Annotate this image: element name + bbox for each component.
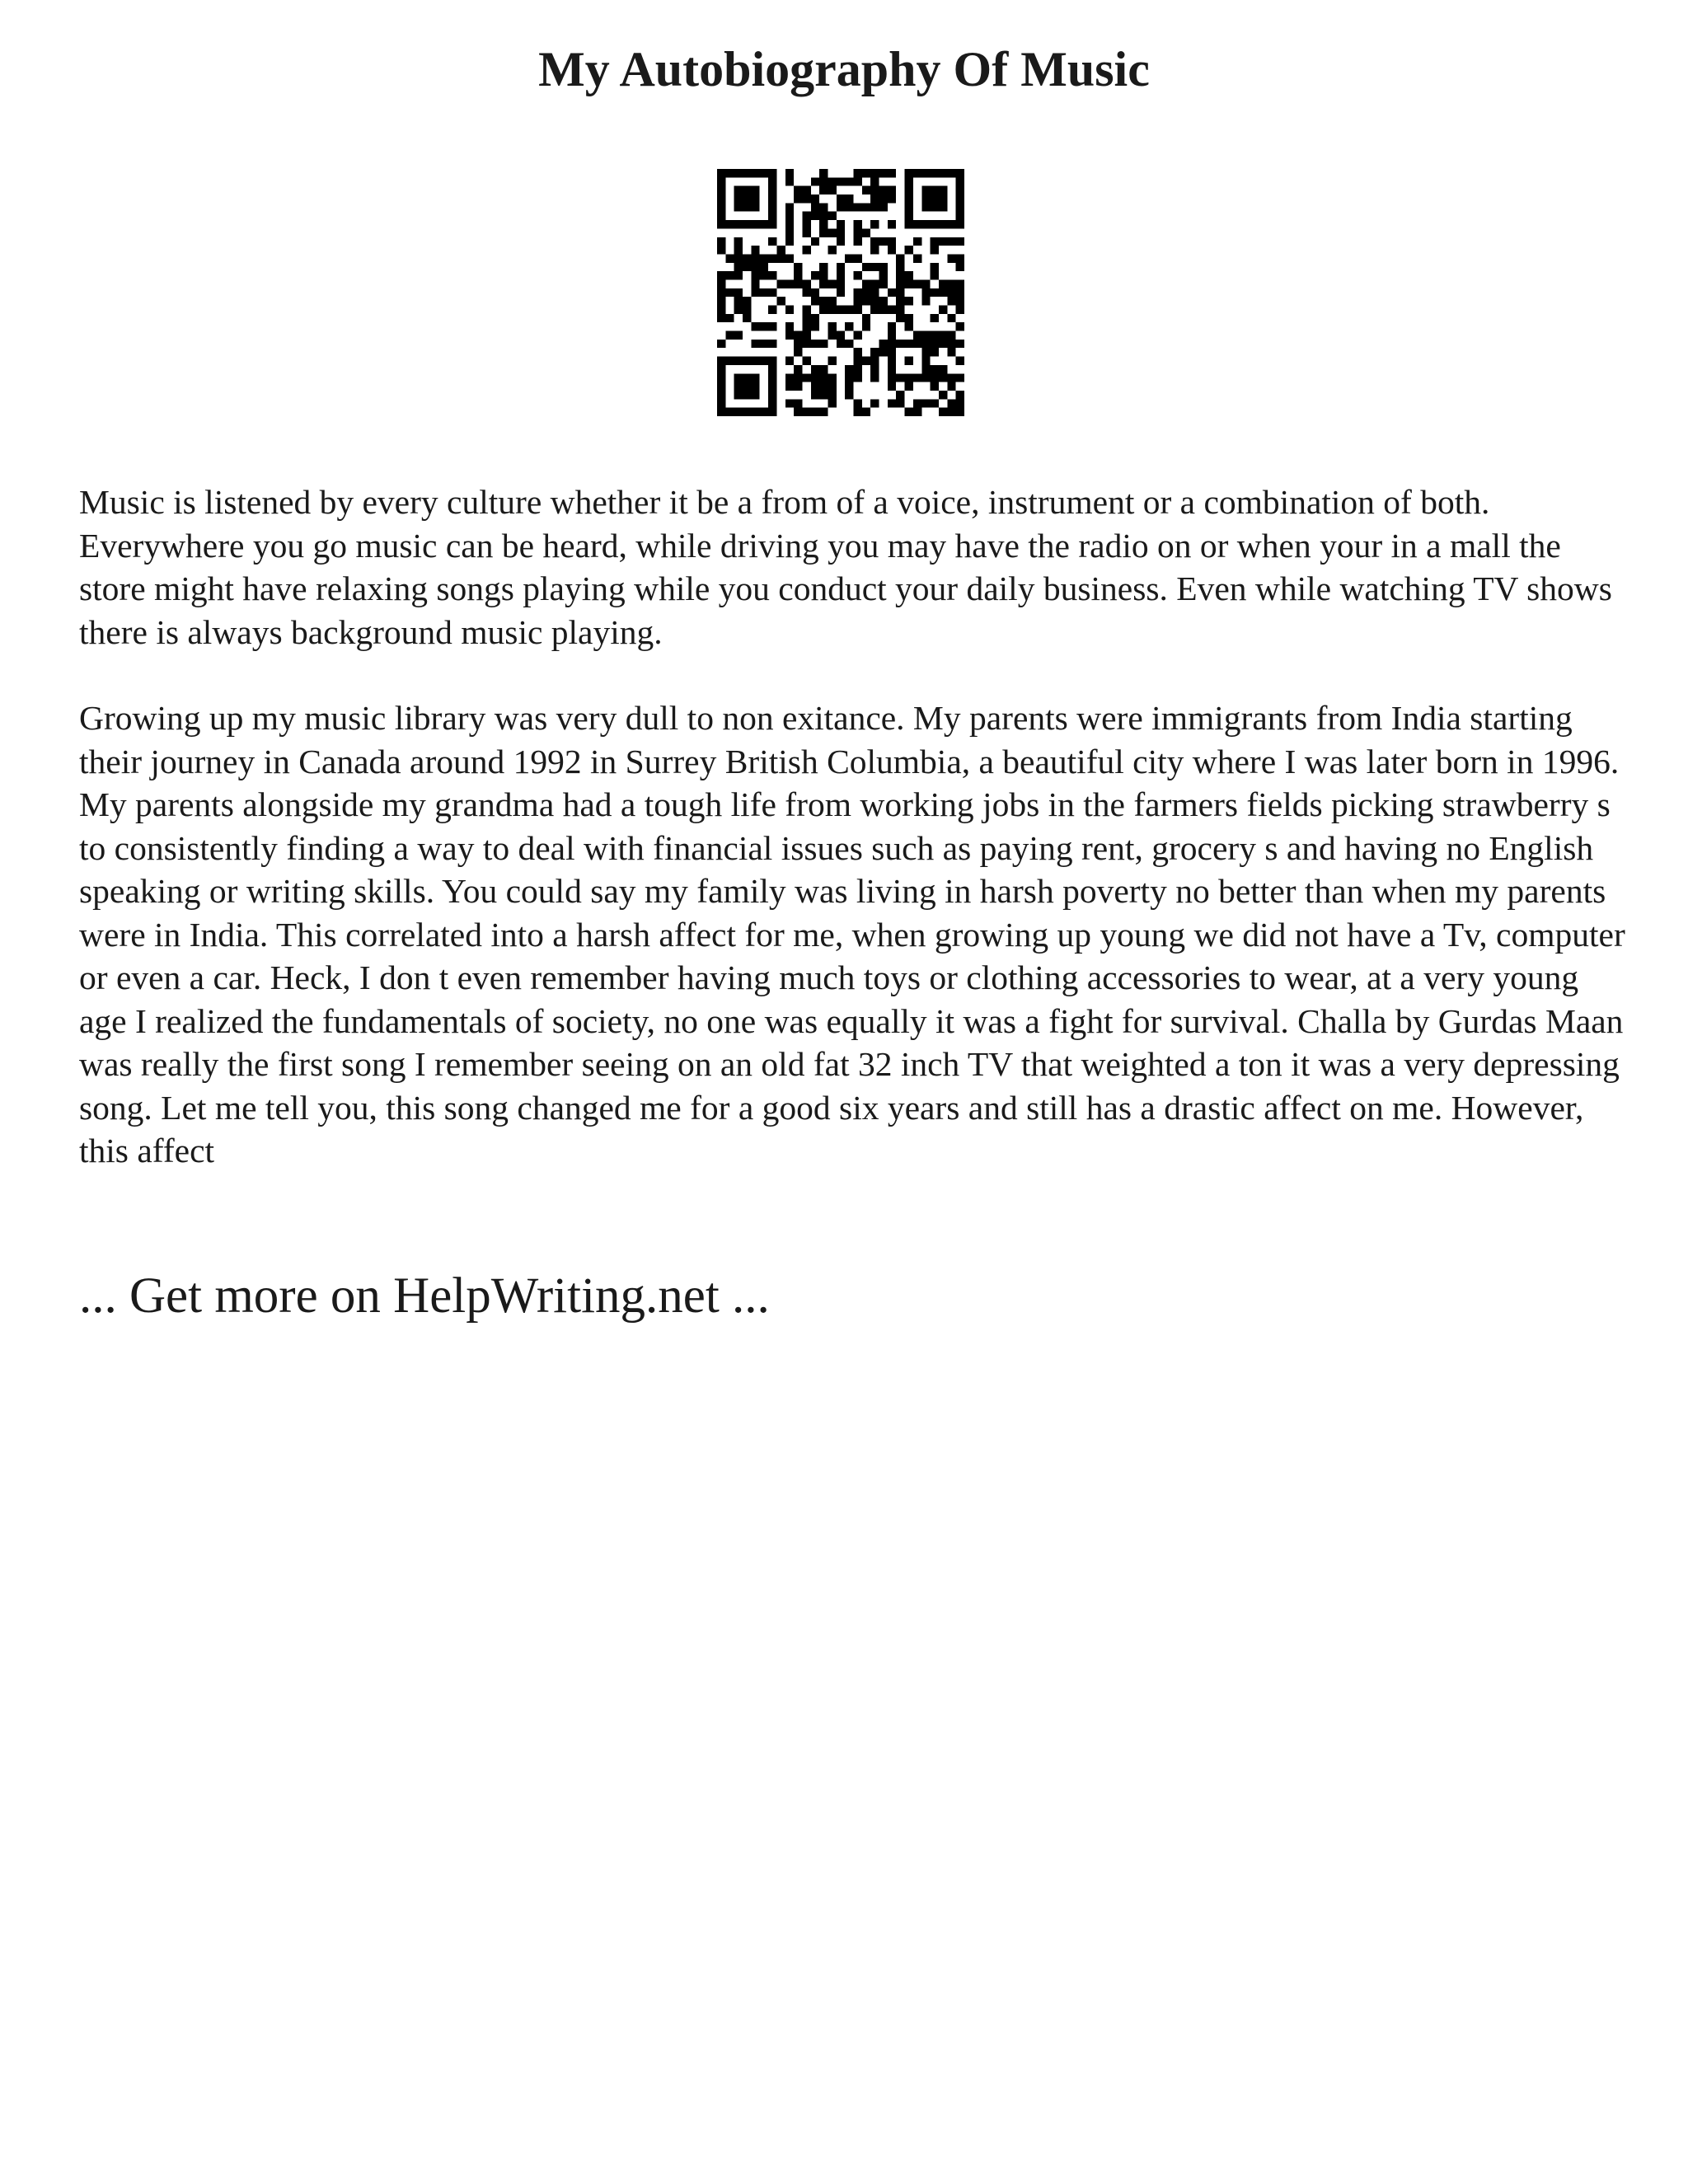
document-body [79, 480, 1629, 1216]
paragraph-2: Growing up my music library was very dull to non exitance. My parents were immigrants from India starting their journey in Canada around 1992 in Surrey British Columbia, a beautiful city where I was later born in 1996. My parents alongside my grandma had a tough life from working jobs in the farmers fields picking strawberry s to consistently finding a way to deal with financial issues such as paying rent, grocery s and having no English speaking or writing skills. You could say my family was living in harsh poverty no better than when my parents were in India. This correlated into a harsh affect for me, when growing up young we did not have a Tv, computer or even a car. Heck, I don t even remember having much toys or clothing accessories to wear, at a very young age I realized the fundamentals of society, no one was equally it was a fight for survival. Challa by Gurdas Maan was really the first song I remember seeing on an old fat 32 inch TV that weighted a ton it was a very depressing song. Let me tell you, this song changed me for a good six years and still has a drastic affect on me. However, this affect [79, 699, 1625, 1169]
paragraph-1: Music is listened by every culture whether it be a from of a voice, instrument or a combination of both. Everywhere you go music can be heard, while driving you may have the radio on or when your in a mall the store might have relaxing songs playing while you conduct your daily business. Even while watching TV shows there is always background music playing. [79, 483, 1612, 651]
page-title: My Autobiography Of Music [538, 42, 1150, 96]
get-more-link[interactable]: ... Get more on HelpWriting.net ... [79, 1268, 770, 1324]
qr-code-icon [717, 169, 964, 416]
